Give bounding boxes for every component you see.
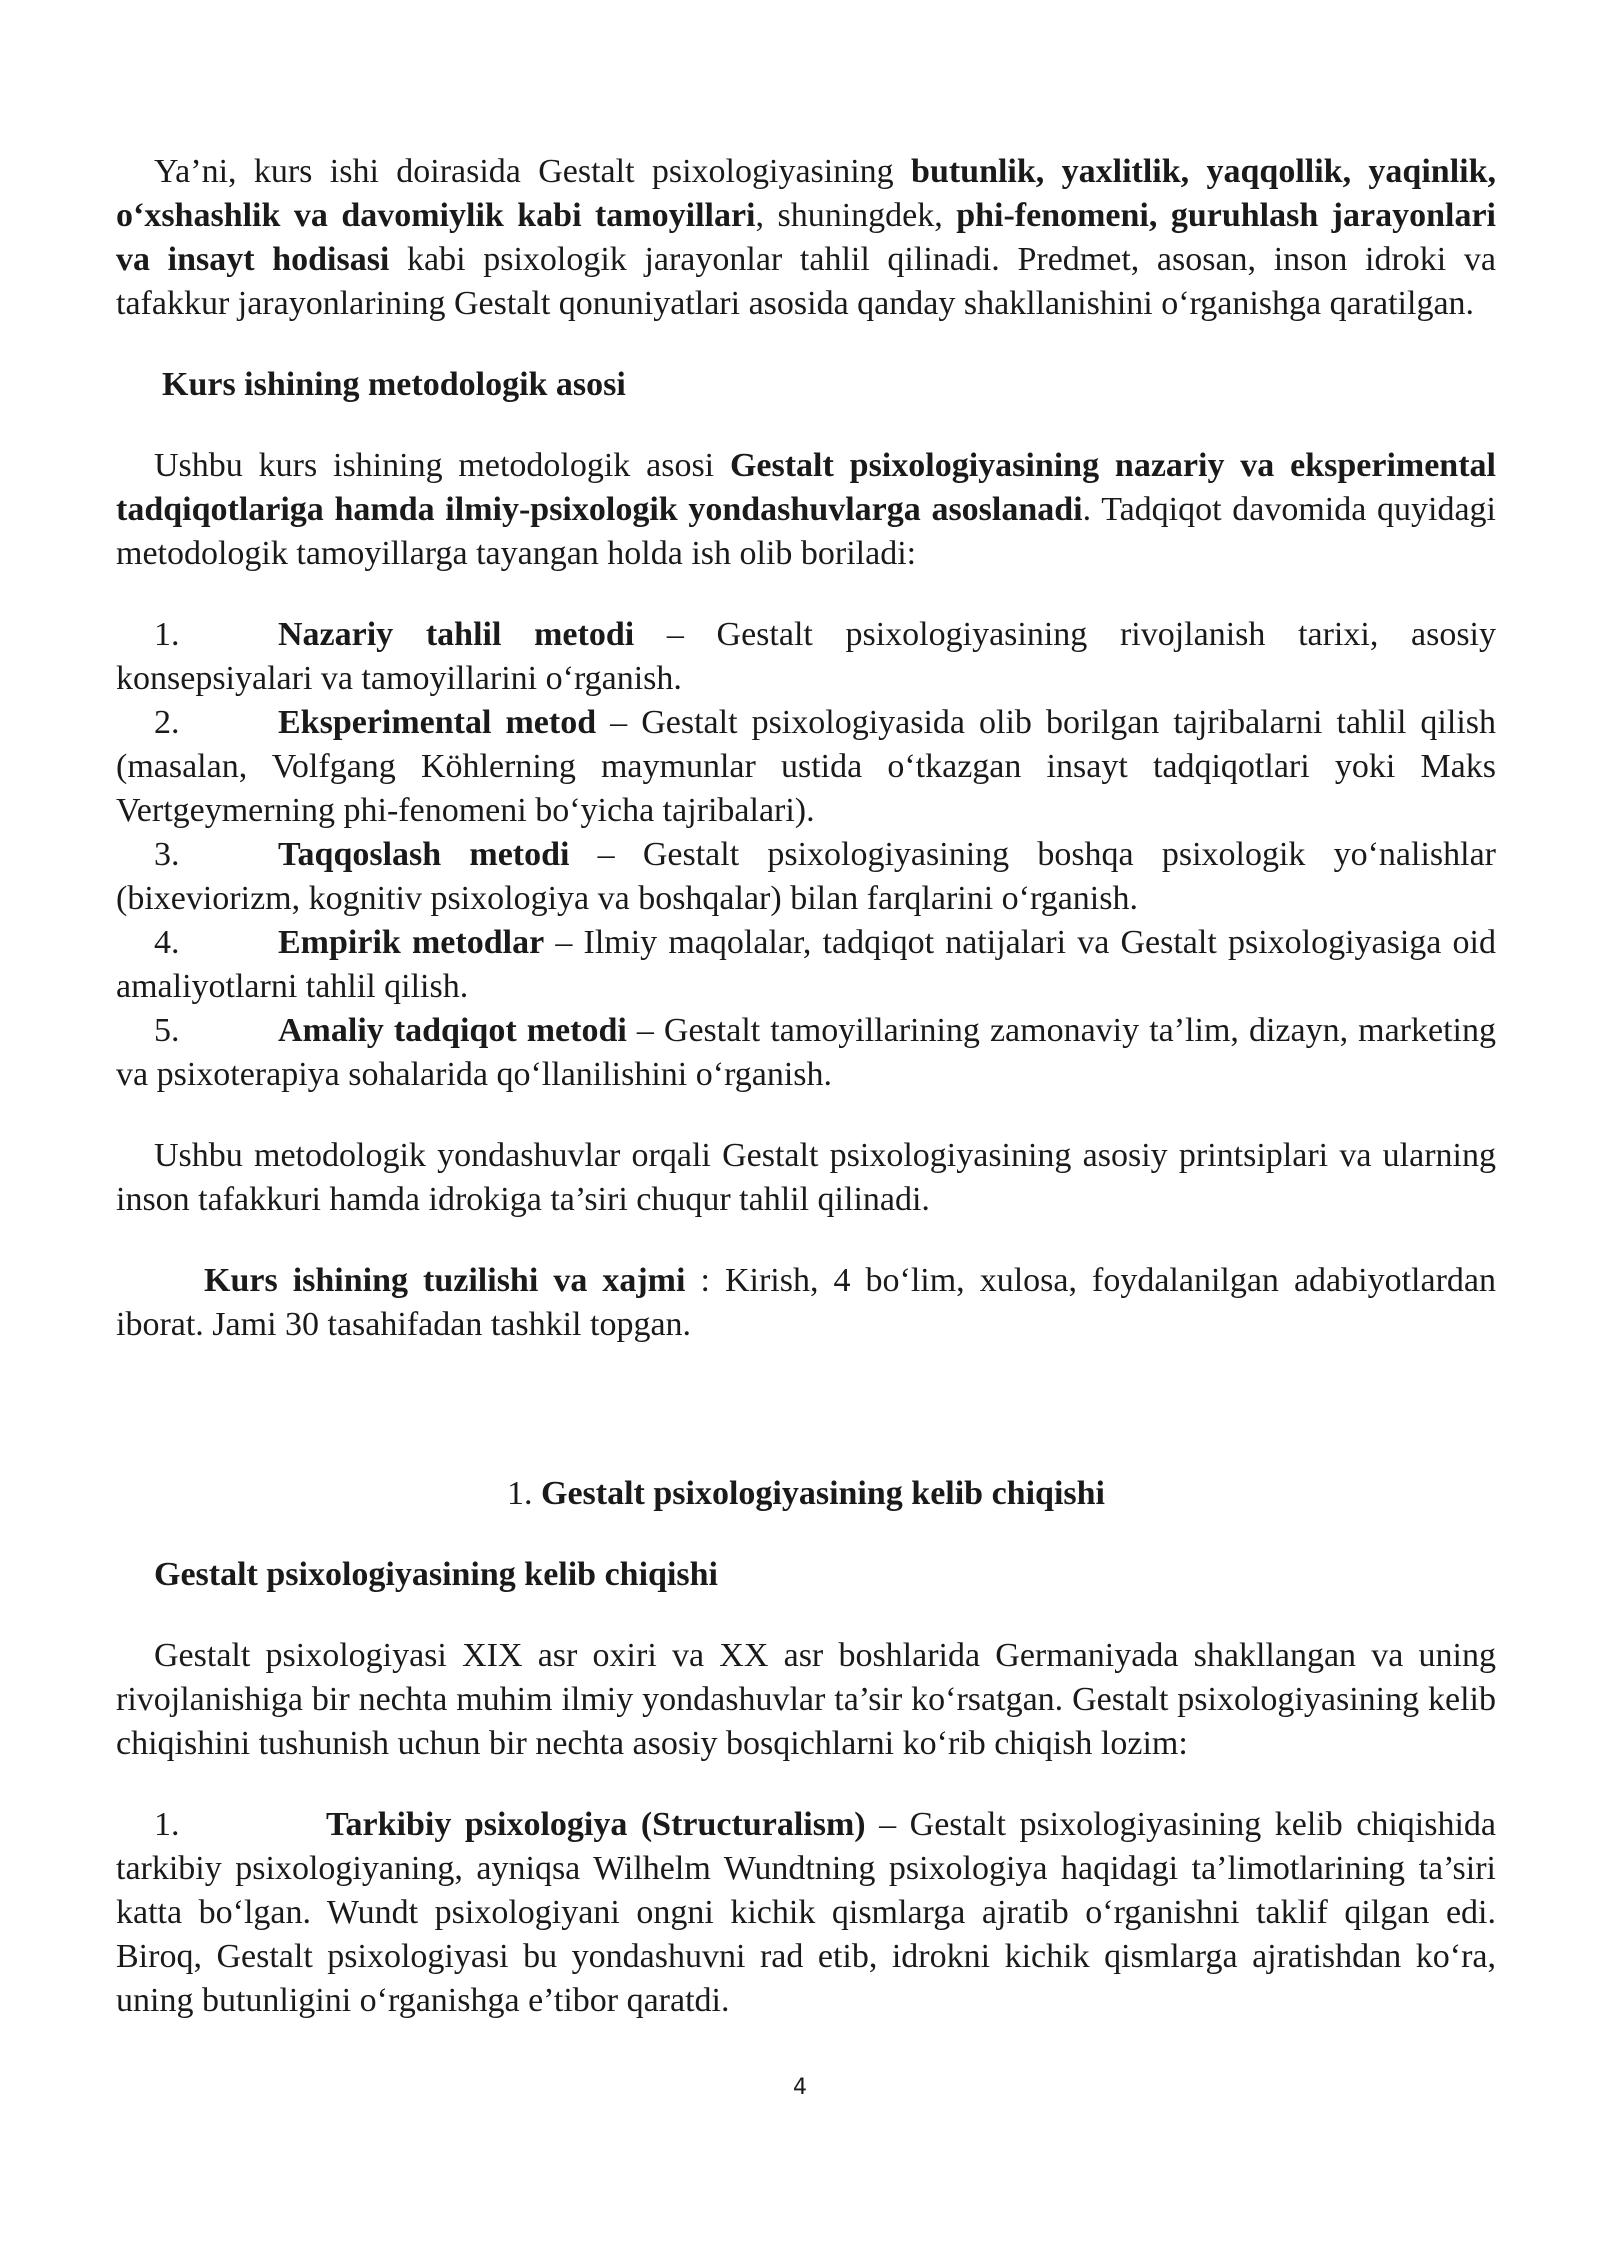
text: kabi psixologik jarayonlar tahlil qilinadi. Predmet, asosan, inson idroki va tafakkur jarayonlarining Gestalt qonuniyatlari asosida qanday shakllanishini o‘rganishga qaratilgan.: [116, 241, 1496, 322]
list-item-text: – Gestalt tamoyillarining zamonaviy ta’lim, dizayn, marketing va psixoterapiya sohalarida qo‘llanilishini o‘rganish.: [116, 1012, 1496, 1093]
list-item-text: – Gestalt psixologiyasida olib borilgan tajribalarni tahlil qilish (masalan, Volfgang Köhlerning maymunlar ustida o‘tkazgan insayt tadqiqotlari yoki Maks Vertgeymerning phi-fenomeni bo‘yicha tajribalari).: [116, 704, 1497, 829]
chapter-title-text: Gestalt psixologiyasining kelib chiqishi: [541, 1475, 1105, 1512]
section-heading: Kurs ishining metodologik asosi: [162, 366, 626, 403]
list-item-title: Empirik metodlar: [278, 924, 545, 961]
text: Ya’ni, kurs ishi doirasida Gestalt psixologiyasining: [154, 153, 912, 190]
paragraph-structure: [116, 1259, 1496, 1347]
list-item: [116, 701, 1496, 833]
list-number: 1.: [154, 616, 180, 653]
list-item: [116, 833, 1496, 921]
subsection-heading: Gestalt psixologiyasining kelib chiqishi: [154, 1556, 718, 1593]
list-item-title: Nazariy tahlil metodi: [278, 616, 635, 653]
text: , shuningdek,: [755, 197, 957, 234]
list-item-text: – Gestalt psixologiyasining rivojlanish tarixi, asosiy konsepsiyalari va tamoyillarini o‘rganish.: [116, 616, 1496, 697]
text: Ushbu kurs ishining metodologik asosi: [154, 447, 730, 484]
list-item: [116, 1009, 1496, 1097]
list-number: 1.: [154, 1806, 180, 1843]
paragraph-methodology: [116, 444, 1496, 576]
bold-text: Gestalt psixologiyasining nazariy va eksperimental tadqiqotlariga hamda ilmiy-psixologik yondashuvlarga asoslanadi: [116, 447, 1496, 528]
list-number: 3.: [154, 836, 180, 873]
bold-text: Kurs ishining tuzilishi va xajmi: [204, 1262, 686, 1299]
list-item: [116, 1803, 1496, 2023]
paragraph-summary: Ushbu metodologik yondashuvlar orqali Gestalt psixologiyasining asosiy printsiplari va ularning inson tafakkuri hamda idrokiga ta’siri chuqur tahlil qilinadi.: [116, 1137, 1496, 1218]
list-item-title: Tarkibiy psixologiya (Structuralism): [326, 1806, 866, 1843]
document-page: [116, 150, 1496, 2023]
chapter-number: 1.: [507, 1475, 541, 1512]
text: . Tadqiqot davomida quyidagi metodologik tamoyillarga tayangan holda ish olib boriladi:: [116, 491, 1496, 572]
list-item-text: – Ilmiy maqolalar, tadqiqot natijalari va Gestalt psixologiyasiga oid amaliyotlarni tahlil qilish.: [116, 924, 1497, 1005]
list-item-text: – Gestalt psixologiyasining kelib chiqishida tarkibiy psixologiyaning, ayniqsa Wilhelm Wundtning psixologiya haqidagi ta’limotlarining ta’siri katta bo‘lgan. Wundt psixologiyani ongni kichik qismlarga ajratib o‘rganishni taklif qilgan edi. Biroq, Gestalt psixologiyasi bu yondashuvni rad etib, idrokni kichik qismlarga ajratishdan ko‘ra, uning butunligini o‘rganishga e’tibor qaratdi.: [116, 1806, 1497, 2019]
text: : Kirish, 4 bo‘lim, xulosa, foydalanilgan adabiyotlardan iborat. Jami 30 tasahifadan tashkil topgan.: [116, 1262, 1496, 1343]
paragraph-origin: Gestalt psixologiyasi XIX asr oxiri va XX asr boshlarida Germaniyada shakllangan va uning rivojlanishiga bir nechta muhim ilmiy yondashuvlar ta’sir ko‘rsatgan. Gestalt psixologiyasining kelib chiqishini tushunish uchun bir nechta asosiy bosqichlarni ko‘rib chiqish lozim:: [116, 1637, 1496, 1762]
paragraph-subject: [116, 150, 1496, 326]
list-item-text: – Gestalt psixologiyasining boshqa psixologik yo‘nalishlar (bixeviorizm, kognitiv psixologiya va boshqalar) bilan farqlarini o‘rganish.: [116, 836, 1496, 917]
list-item: [116, 613, 1496, 701]
bold-text: phi-fenomeni, guruhlash jarayonlari va insayt hodisasi: [116, 197, 1496, 278]
list-item-title: Taqqoslash metodi: [278, 836, 570, 873]
bold-text: butunlik, yaxlitlik, yaqqollik, yaqinlik, o‘xshashlik va davomiylik kabi tamoyillari: [116, 153, 1496, 234]
methods-list: [116, 613, 1496, 1097]
chapter-title: [116, 1472, 1496, 1516]
list-item-title: Amaliy tadqiqot metodi: [278, 1012, 627, 1049]
list-number: 5.: [154, 1012, 180, 1049]
list-number: 2.: [154, 704, 180, 741]
list-item: [116, 921, 1496, 1009]
list-number: 4.: [154, 924, 180, 961]
list-item-title: Eksperimental metod: [278, 704, 597, 741]
page-number: 4: [793, 2075, 807, 2100]
